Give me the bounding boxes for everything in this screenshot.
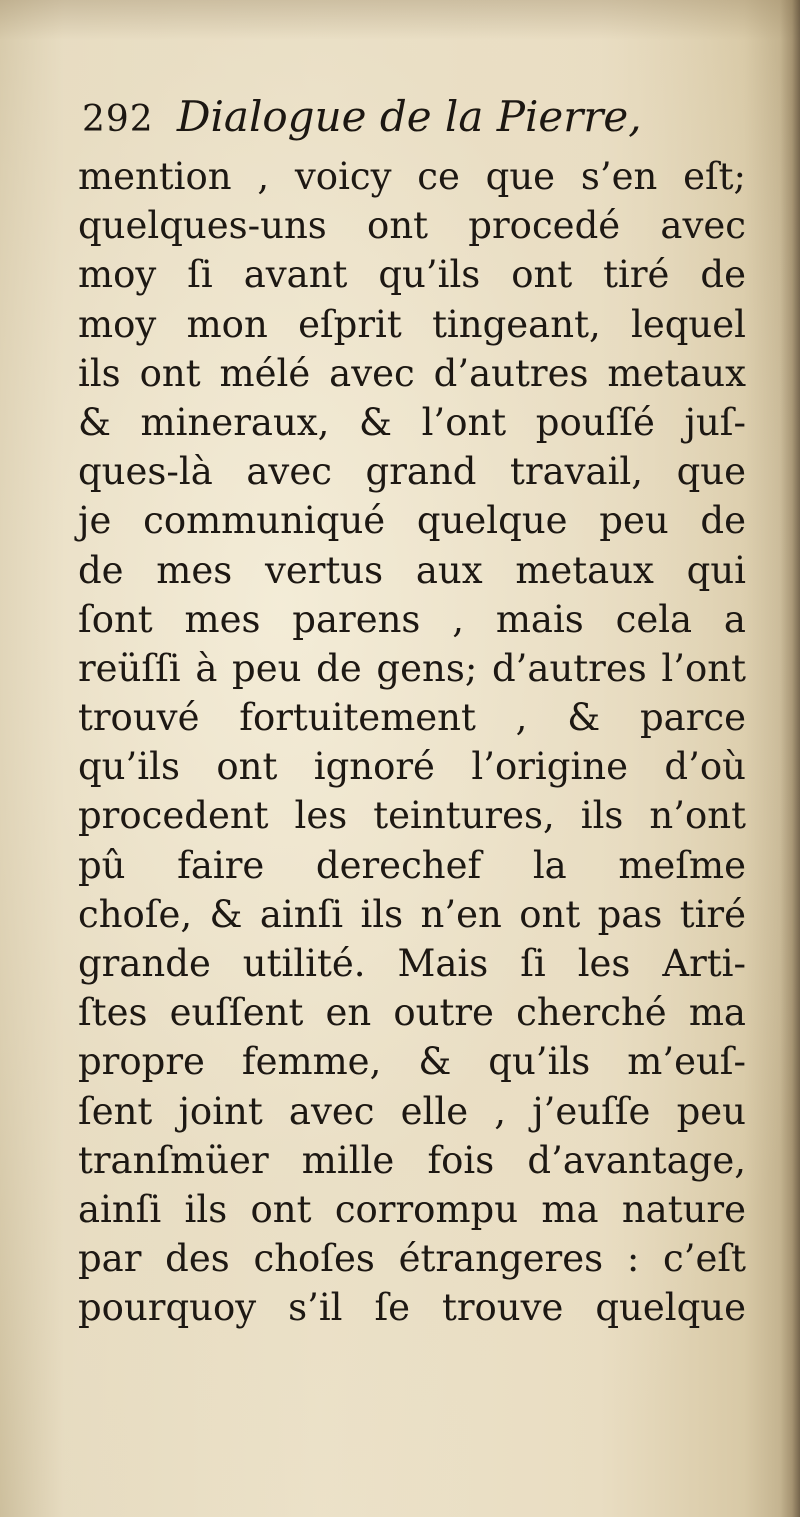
text-line: procedent les teintures, ils n’ont xyxy=(78,794,746,838)
page-top-shadow xyxy=(0,0,800,40)
text-line: tranſmüer mille fois d’avantage, xyxy=(78,1138,746,1182)
text-line: quelques-uns ont procedé avec xyxy=(78,204,746,248)
body-text xyxy=(78,152,746,1333)
text-line: qu’ils ont ignoré l’origine d’où xyxy=(78,745,746,789)
text-line: ſont mes parens , mais cela a xyxy=(78,597,746,641)
text-line: pû faire derechef la meſme xyxy=(78,843,746,887)
text-line: & mineraux, & l’ont pouſſé juſ- xyxy=(78,400,746,444)
text-line: je communiqué quelque peu de xyxy=(78,499,746,543)
text-line: trouvé fortuitement , & parce xyxy=(78,696,746,740)
text-line: moy mon eſprit tingeant, lequel xyxy=(78,302,746,346)
text-line: de mes vertus aux metaux qui xyxy=(78,548,746,592)
text-line: ques-là avec grand travail, que xyxy=(78,450,746,494)
text-line: choſe, & ainſi ils n’en ont pas tiré xyxy=(78,892,746,936)
text-line: ainſi ils ont corrompu ma nature xyxy=(78,1187,746,1231)
text-line: pourquoy s’il ſe trouve quelque xyxy=(78,1286,746,1330)
text-line: grande utilité. Mais ſi les Arti- xyxy=(78,942,746,985)
page-number: 292 xyxy=(82,99,154,140)
text-line: mention , voicy ce que s’en eſt; xyxy=(78,155,746,198)
running-head: Dialogue de la Pierre, xyxy=(176,92,642,141)
text-line: propre femme, & qu’ils m’euſ- xyxy=(78,1040,746,1084)
text-line: moy ſi avant qu’ils ont tiré de xyxy=(78,253,746,297)
text-line: par des choſes étrangeres : c’eſt xyxy=(78,1237,746,1281)
text-line: ſtes euſſent en outre cherché ma xyxy=(78,991,746,1035)
text-line: reüſſi à peu de gens; d’autres l’ont xyxy=(78,646,746,690)
page-gutter-edge xyxy=(780,0,800,1517)
text-line: ils ont mélé avec d’autres metaux xyxy=(78,351,746,395)
text-line: ſent joint avec elle , j’euſſe peu xyxy=(78,1089,746,1133)
page-header xyxy=(82,92,702,152)
